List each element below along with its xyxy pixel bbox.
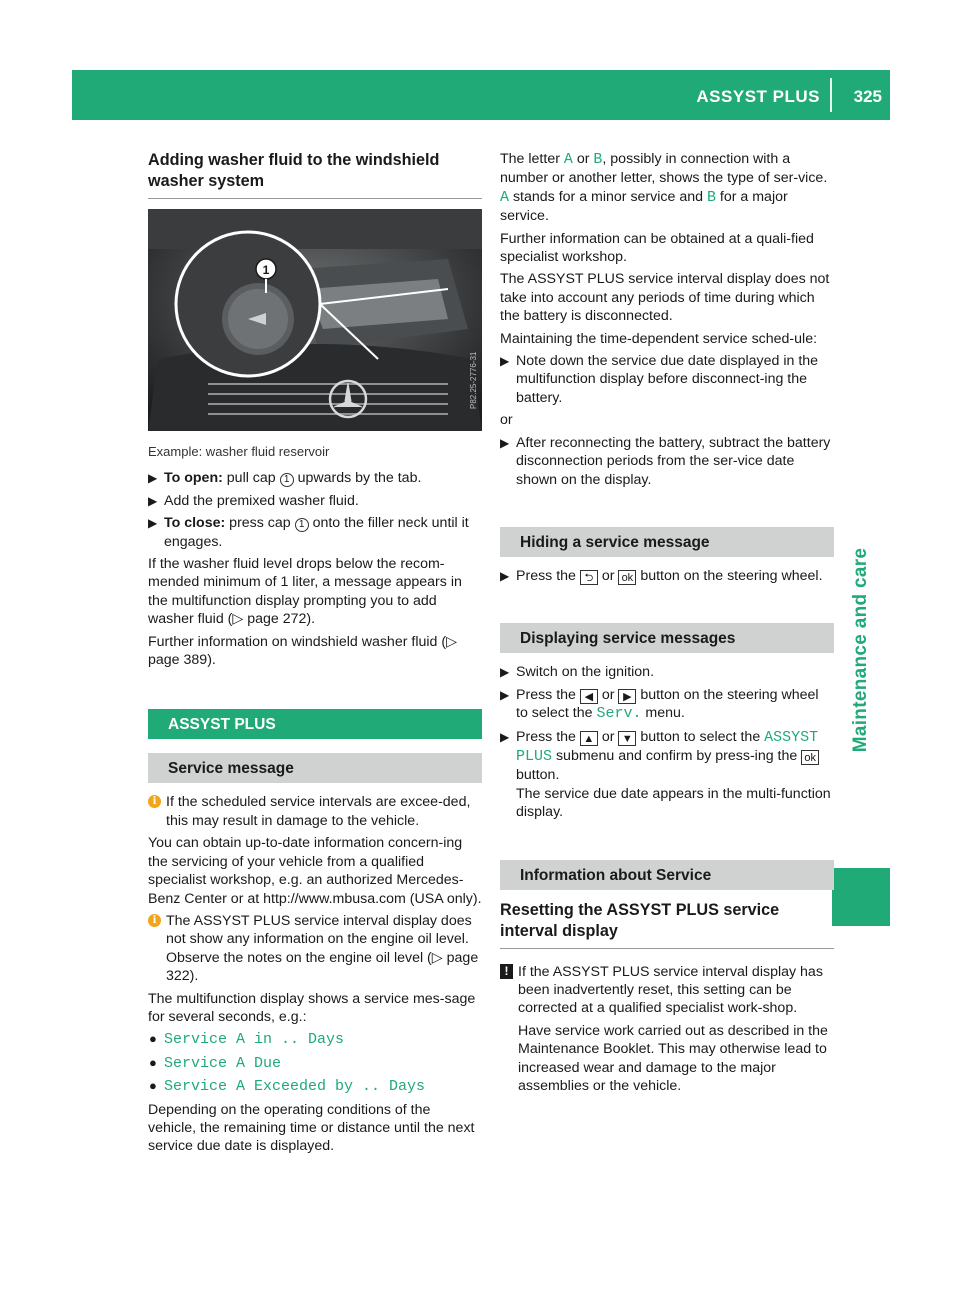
- section-information-service: Information about Service: [500, 860, 834, 890]
- side-chapter-label: Maintenance and care: [850, 547, 871, 753]
- step-arrow-icon: ▶: [500, 687, 510, 702]
- warning-note-maintenance: Have service work carried out as described in the Maintenance Booklet. This may otherwise lead to increased wear and damage to the major assemblies or the vehicle.: [518, 1022, 828, 1094]
- engine-bay-illustration: [148, 209, 482, 431]
- left-column: [148, 150, 482, 1160]
- info-note-intervals: i If the scheduled service intervals are excee-ded, this may result in damage to the vehicle.: [148, 793, 482, 830]
- chapter-title: ASSYST PLUS: [696, 87, 820, 106]
- callout-number: 1: [262, 263, 270, 277]
- page-ref-arrow-icon: ▷: [446, 633, 457, 650]
- display-message-paragraph: The multifunction display shows a service mes-sage for several seconds, e.g.:: [148, 990, 476, 1025]
- step-note-date: ▶ Note down the service due date displayed in the multifunction display before disconnect-ing the battery.: [500, 353, 819, 406]
- bullet-icon: ●: [149, 1078, 157, 1094]
- further-info-paragraph: Further information on windshield washer fluid (▷ page 389).: [148, 633, 457, 669]
- warning-icon: !: [500, 964, 513, 979]
- service-letter-paragraph: The letter A or B, possibly in connection with a number or another letter, shows the type of ser-vice. A stands for a minor service and B for a major service.: [500, 151, 828, 225]
- page-ref-arrow-icon: ▷: [232, 611, 248, 628]
- fluid-level-paragraph: If the washer fluid level drops below the recom-mended minimum of 1 liter, a message appears in the multifunction display prompting you to add washer fluid (▷ page 272).: [148, 556, 462, 628]
- back-button-icon: ⮌: [580, 570, 598, 585]
- step-arrow-icon: ▶: [500, 729, 510, 744]
- side-chapter-tab: [832, 470, 890, 830]
- step-add-fluid: ▶ Add the premixed washer fluid.: [148, 492, 359, 509]
- step-arrow-icon: ▶: [148, 471, 158, 486]
- callout-1-icon: 1: [295, 518, 309, 532]
- step-select-serv-menu: ▶ Press the ◀ or ▶ button on the steering wheel to select the Serv. menu.: [500, 686, 819, 723]
- bullet-icon: ●: [149, 1054, 157, 1070]
- photo-code: P82.25-2776-31: [469, 351, 478, 409]
- washer-reservoir-photo: [148, 209, 482, 431]
- info-icon: i: [148, 914, 161, 927]
- section-hiding-message: Hiding a service message: [500, 527, 834, 557]
- step-ignition: ▶ Switch on the ignition.: [500, 664, 655, 681]
- page-header: [72, 70, 890, 120]
- heading-rule: [500, 948, 834, 949]
- step-arrow-icon: ▶: [148, 516, 158, 531]
- step-press-back-ok: ▶ Press the ⮌ or ok button on the steering wheel.: [500, 567, 823, 584]
- further-info-workshop: Further information can be obtained at a quali-fied specialist workshop.: [500, 230, 814, 266]
- step-subtract-periods: ▶ After reconnecting the battery, subtract the battery disconnection periods from the ser-vice date shown on the display.: [500, 434, 831, 488]
- down-button-icon: ▼: [618, 731, 636, 746]
- heading-rule: [148, 198, 482, 199]
- warning-note-reset: ! If the ASSYST PLUS service interval display has been inadvertently reset, this setting can be corrected at a qualified specialist work-shop.: [500, 963, 834, 1018]
- page-number: 325: [853, 87, 882, 106]
- right-button-icon: ▶: [618, 689, 636, 704]
- info-icon: i: [148, 795, 161, 808]
- section-assyst-plus: ASSYST PLUS: [148, 709, 482, 739]
- header-separator: [830, 78, 832, 112]
- left-button-icon: ◀: [580, 689, 598, 704]
- schedule-paragraph: Maintaining the time-dependent service sched-ule:: [500, 330, 818, 347]
- step-arrow-icon: ▶: [500, 665, 510, 680]
- step-arrow-icon: ▶: [500, 435, 510, 450]
- step-to-open: ▶ To open: pull cap 1 upwards by the tab.: [148, 470, 422, 487]
- page-ref-322-link[interactable]: page 322: [166, 949, 479, 985]
- workshop-paragraph: You can obtain up-to-date information concern-ing the servicing of your vehicle from a qualified specialist workshop, e.g. an authorized Mercedes-Benz Center or at http://www.mbusa.com (USA only).: [148, 835, 482, 907]
- step-select-assyst-submenu: ▶ Press the ▲ or ▼ button to select the ASSYST PLUS submenu and confirm by press-ing the ok button. The service due date appears in the multi-function display.: [500, 728, 831, 821]
- up-button-icon: ▲: [580, 731, 598, 746]
- bullet-icon: ●: [149, 1031, 157, 1047]
- callout-1-icon: 1: [280, 473, 294, 487]
- right-column: [500, 150, 834, 1099]
- step-arrow-icon: ▶: [148, 493, 158, 508]
- photo-caption: Example: washer fluid reservoir: [148, 444, 330, 459]
- remaining-time-paragraph: Depending on the operating conditions of the vehicle, the remaining time or distance until the next service due date is displayed.: [148, 1101, 475, 1155]
- message-item: ● Service A Exceeded by .. Days: [149, 1078, 426, 1096]
- page-ref-389-link[interactable]: page 389: [148, 652, 208, 669]
- ok-button-icon: ok: [618, 570, 636, 585]
- page-ref-272-link[interactable]: page 272: [247, 611, 307, 628]
- message-item: ● Service A in .. Days: [149, 1031, 345, 1049]
- section-displaying-messages: Displaying service messages: [500, 623, 834, 653]
- ok-button-icon: ok: [801, 750, 819, 765]
- message-item: ● Service A Due: [149, 1054, 282, 1072]
- side-tab-marker: [832, 868, 890, 926]
- washer-heading: Adding washer fluid to the windshield washer system: [148, 151, 440, 190]
- section-service-message: Service message: [148, 753, 482, 783]
- page-ref-arrow-icon: ▷: [431, 949, 447, 966]
- step-arrow-icon: ▶: [500, 354, 510, 369]
- battery-paragraph: The ASSYST PLUS service interval display does not take into account any periods of time during which the battery is disconnected.: [500, 271, 830, 325]
- reset-heading: Resetting the ASSYST PLUS service interval display: [500, 900, 780, 940]
- step-to-close: ▶ To close: press cap 1 onto the filler neck until it engages.: [148, 515, 469, 550]
- info-note-oil-level: i The ASSYST PLUS service interval display does not show any information on the engine oil level. Observe the notes on the engine oil level (▷ page 322).: [148, 912, 482, 986]
- or-text: or: [500, 412, 513, 429]
- step-arrow-icon: ▶: [500, 568, 510, 583]
